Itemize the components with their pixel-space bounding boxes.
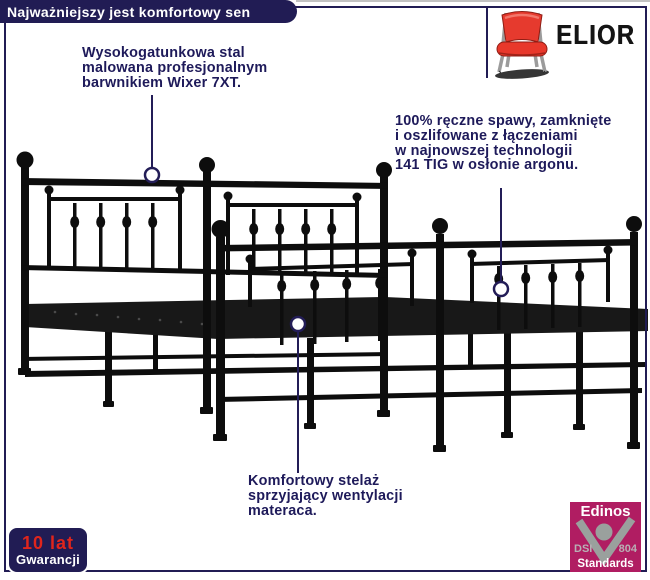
annotation-steel-line1: Wysokogatunkowa stal — [82, 45, 245, 61]
annotation-welds — [395, 114, 612, 173]
warranty-badge — [7, 526, 89, 574]
standards-title: Edinos — [580, 503, 631, 520]
annotation-welds-line4: 141 TIG w osłonie argonu. — [395, 157, 579, 174]
annotation-steel — [82, 46, 267, 90]
standards-bottom: Standards — [577, 558, 634, 570]
callout-marker-slats — [291, 317, 305, 331]
annotation-steel-line2: malowana profesjonalnym — [82, 59, 268, 76]
annotation-slats-line2: sprzyjający wentylacji — [248, 487, 403, 504]
logo-divider — [486, 8, 488, 78]
annotation-slats-line1: Komfortowy stelaż — [248, 473, 380, 489]
brand-name: ELIOR — [556, 19, 636, 50]
annotation-steel-line3: barwnikiem Wixer 7XT. — [82, 74, 242, 91]
annotation-welds-line2: i oszlifowane z łączeniami — [395, 127, 578, 144]
callout-marker-steel — [145, 168, 159, 182]
annotation-welds-line3: w najnowszej technologii — [395, 142, 573, 159]
frame-border-right — [645, 6, 647, 572]
callout-marker-welds — [494, 282, 508, 296]
standards-right: 804 — [618, 543, 637, 555]
top-edge-line — [296, 0, 650, 2]
frame-border-top — [290, 6, 647, 8]
banner-text: Najważniejszy jest komfortowy sen — [7, 3, 251, 20]
frame-border-bottom — [4, 570, 647, 572]
annotation-slats-line3: materaca. — [248, 502, 318, 519]
warranty-years: 10 lat — [21, 532, 75, 553]
frame-border-left — [4, 12, 6, 572]
standards-left: DSI — [574, 543, 593, 555]
standards-badge — [570, 502, 641, 572]
banner — [0, 0, 297, 23]
warranty-label: Gwarancji — [16, 551, 80, 567]
annotation-welds-line1: 100% ręczne spawy, zamknięte — [395, 113, 612, 129]
annotation-slats — [248, 474, 403, 518]
chair-icon — [492, 8, 552, 80]
